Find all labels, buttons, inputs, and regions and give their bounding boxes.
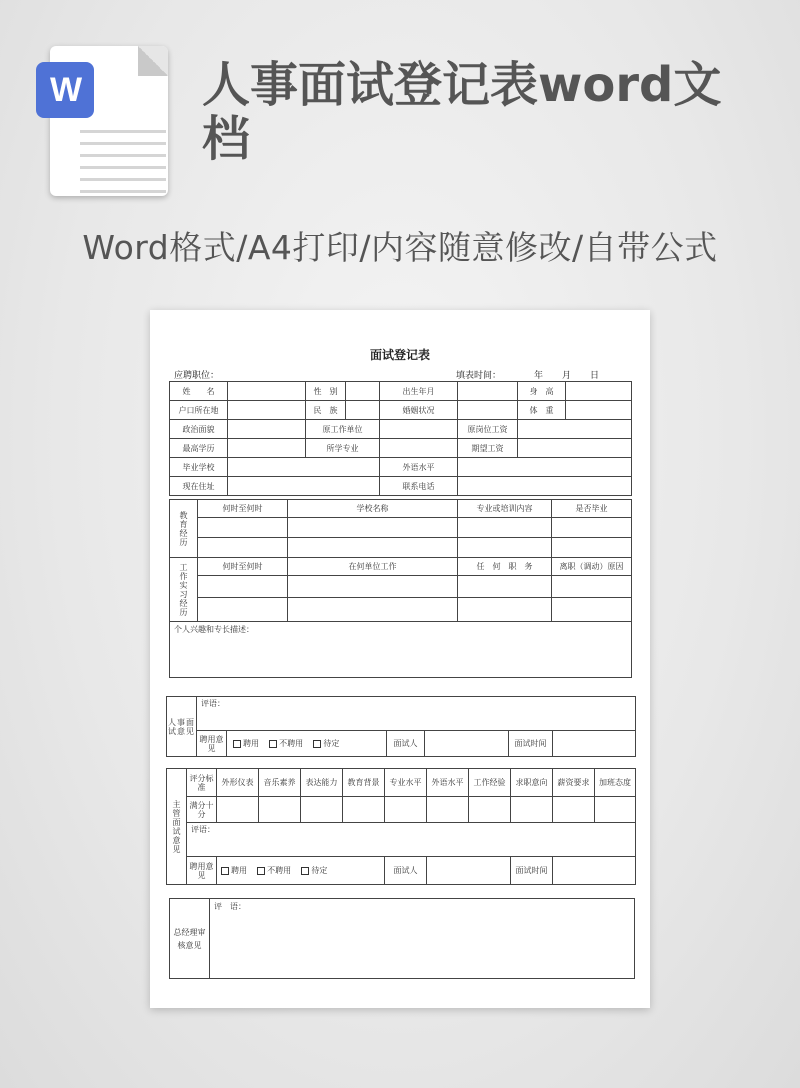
hr-time-label: 面试时间: [509, 731, 553, 757]
page-subtitle: Word格式/A4打印/内容随意修改/自带公式: [82, 228, 718, 267]
work-cell[interactable]: [458, 598, 552, 622]
edu-col-grad: 是否毕业: [552, 500, 632, 518]
gm-comment-field[interactable]: 评 语：: [210, 899, 635, 979]
edu-col-time: 何时至何时: [198, 500, 288, 518]
political-label: 政治面貌: [170, 420, 228, 439]
score-cell[interactable]: [595, 797, 636, 823]
pending-option: 待定: [311, 866, 328, 875]
pending-option: 待定: [323, 739, 340, 748]
hukou-label: 户口所在地: [170, 401, 228, 420]
work-cell[interactable]: [458, 576, 552, 598]
criteria-item: 外形仪表: [217, 769, 259, 797]
no-hire-option: 不聘用: [279, 739, 304, 748]
prev-employer-label: 原工作单位: [306, 420, 380, 439]
hr-hire-options[interactable]: [227, 731, 387, 757]
work-cell[interactable]: [198, 598, 288, 622]
work-col-role: 任 何 职 务: [458, 558, 552, 576]
word-file-icon: [36, 44, 176, 200]
document-preview: [150, 310, 650, 1008]
hr-hire-opinion-label: 聘用意见: [197, 731, 227, 757]
checkbox-icon[interactable]: [313, 740, 321, 748]
fill-time-label: 填表时间：: [456, 371, 502, 381]
school-label: 毕业学校: [170, 458, 228, 477]
day-label: 日: [590, 371, 600, 381]
score-cell[interactable]: [553, 797, 595, 823]
political-field[interactable]: [228, 420, 306, 439]
score-cell[interactable]: [385, 797, 427, 823]
gm-opinion-table: [169, 898, 635, 979]
name-label: 姓 名: [170, 382, 228, 401]
gender-label: 性 别: [306, 382, 346, 401]
criteria-item: 音乐素养: [259, 769, 301, 797]
supervisor-interviewer-field[interactable]: [427, 857, 511, 885]
criteria-item: 加班态度: [595, 769, 636, 797]
work-cell[interactable]: [198, 576, 288, 598]
edu-cell[interactable]: [552, 538, 632, 558]
edu-cell[interactable]: [198, 538, 288, 558]
work-col-org: 在何单位工作: [288, 558, 458, 576]
supervisor-section-label: 主管面试意见: [167, 769, 187, 885]
foreign-lang-field[interactable]: [458, 458, 632, 477]
checkbox-icon[interactable]: [233, 740, 241, 748]
work-cell[interactable]: [552, 576, 632, 598]
hire-option: 聘用: [243, 739, 259, 748]
basic-info-table: [169, 381, 632, 496]
score-cell[interactable]: [301, 797, 343, 823]
address-field[interactable]: [228, 477, 380, 496]
education-label: 最高学历: [170, 439, 228, 458]
address-label: 现在住址: [170, 477, 228, 496]
criteria-item: 外语水平: [427, 769, 469, 797]
edu-cell[interactable]: [288, 518, 458, 538]
expected-salary-label: 期望工资: [458, 439, 518, 458]
history-table: [169, 499, 632, 678]
hukou-field[interactable]: [228, 401, 306, 420]
checkbox-icon[interactable]: [301, 867, 309, 875]
file-lines: [80, 130, 166, 202]
gm-section-label: 总经理审核意见: [170, 899, 210, 979]
hire-option: 聘用: [231, 866, 247, 875]
supervisor-opinion-table: [166, 768, 636, 885]
work-cell[interactable]: [288, 598, 458, 622]
criteria-item: 求职意向: [511, 769, 553, 797]
word-badge: W: [36, 62, 94, 118]
edu-cell[interactable]: [458, 538, 552, 558]
no-hire-option: 不聘用: [267, 866, 292, 875]
supervisor-hire-options[interactable]: [217, 857, 385, 885]
hr-interviewer-label: 面试人: [387, 731, 425, 757]
score-cell[interactable]: [259, 797, 301, 823]
edu-cell[interactable]: [198, 518, 288, 538]
work-section-label: 工作实习经历: [170, 558, 198, 622]
ethnicity-field[interactable]: [346, 401, 380, 420]
criteria-item: 薪资要求: [553, 769, 595, 797]
criteria-item: 教育背景: [343, 769, 385, 797]
school-field[interactable]: [228, 458, 380, 477]
prev-salary-field[interactable]: [518, 420, 632, 439]
hr-time-field[interactable]: [553, 731, 636, 757]
full-score-label: 满分十分: [187, 797, 217, 823]
score-cell[interactable]: [343, 797, 385, 823]
hr-section-label: 人事面试意见: [167, 697, 197, 757]
marital-label: 婚姻状况: [380, 401, 458, 420]
month-label: 月: [562, 371, 572, 381]
criteria-item: 工作经验: [469, 769, 511, 797]
prev-employer-field[interactable]: [380, 420, 458, 439]
birth-label: 出生年月: [380, 382, 458, 401]
edu-cell[interactable]: [458, 518, 552, 538]
file-fold: [138, 46, 168, 76]
criteria-item: 表达能力: [301, 769, 343, 797]
work-col-reason: 离职（调动）原因: [552, 558, 632, 576]
phone-field[interactable]: [458, 477, 632, 496]
form-title: 面试登记表: [369, 348, 430, 362]
ethnicity-label: 民 族: [306, 401, 346, 420]
work-col-time: 何时至何时: [198, 558, 288, 576]
edu-section-label: 教育经历: [170, 500, 198, 558]
hr-interviewer-field[interactable]: [425, 731, 509, 757]
major-label: 所学专业: [306, 439, 380, 458]
criteria-label: 评分标准: [187, 769, 217, 797]
height-field[interactable]: [566, 382, 632, 401]
prev-salary-label: 原岗位工资: [458, 420, 518, 439]
checkbox-icon[interactable]: [257, 867, 265, 875]
edu-cell[interactable]: [288, 538, 458, 558]
weight-field[interactable]: [566, 401, 632, 420]
edu-col-major: 专业或培训内容: [458, 500, 552, 518]
height-label: 身 高: [518, 382, 566, 401]
supervisor-time-field[interactable]: [553, 857, 636, 885]
score-cell[interactable]: [469, 797, 511, 823]
edu-col-school: 学校名称: [288, 500, 458, 518]
weight-label: 体 重: [518, 401, 566, 420]
score-cell[interactable]: [427, 797, 469, 823]
page-title: 人事面试登记表word文档: [202, 57, 722, 167]
supervisor-time-label: 面试时间: [511, 857, 553, 885]
marital-field[interactable]: [458, 401, 518, 420]
phone-label: 联系电话: [380, 477, 458, 496]
edu-cell[interactable]: [552, 518, 632, 538]
supervisor-comment-field[interactable]: 评语：: [187, 823, 636, 857]
name-field[interactable]: [228, 382, 306, 401]
hobby-field[interactable]: 个人兴趣和专长描述：: [170, 622, 632, 678]
foreign-lang-label: 外语水平: [380, 458, 458, 477]
checkbox-icon[interactable]: [269, 740, 277, 748]
year-label: 年: [534, 371, 544, 381]
major-field[interactable]: [380, 439, 458, 458]
education-field[interactable]: [228, 439, 306, 458]
work-cell[interactable]: [288, 576, 458, 598]
checkbox-icon[interactable]: [221, 867, 229, 875]
criteria-item: 专业水平: [385, 769, 427, 797]
score-cell[interactable]: [511, 797, 553, 823]
gender-field[interactable]: [346, 382, 380, 401]
score-cell[interactable]: [217, 797, 259, 823]
expected-salary-field[interactable]: [518, 439, 632, 458]
work-cell[interactable]: [552, 598, 632, 622]
birth-field[interactable]: [458, 382, 518, 401]
hr-opinion-table: [166, 696, 636, 757]
hr-comment-field[interactable]: 评语：: [197, 697, 636, 731]
supervisor-hire-opinion-label: 聘用意见: [187, 857, 217, 885]
supervisor-interviewer-label: 面试人: [385, 857, 427, 885]
apply-position-label: 应聘职位：: [174, 371, 220, 381]
